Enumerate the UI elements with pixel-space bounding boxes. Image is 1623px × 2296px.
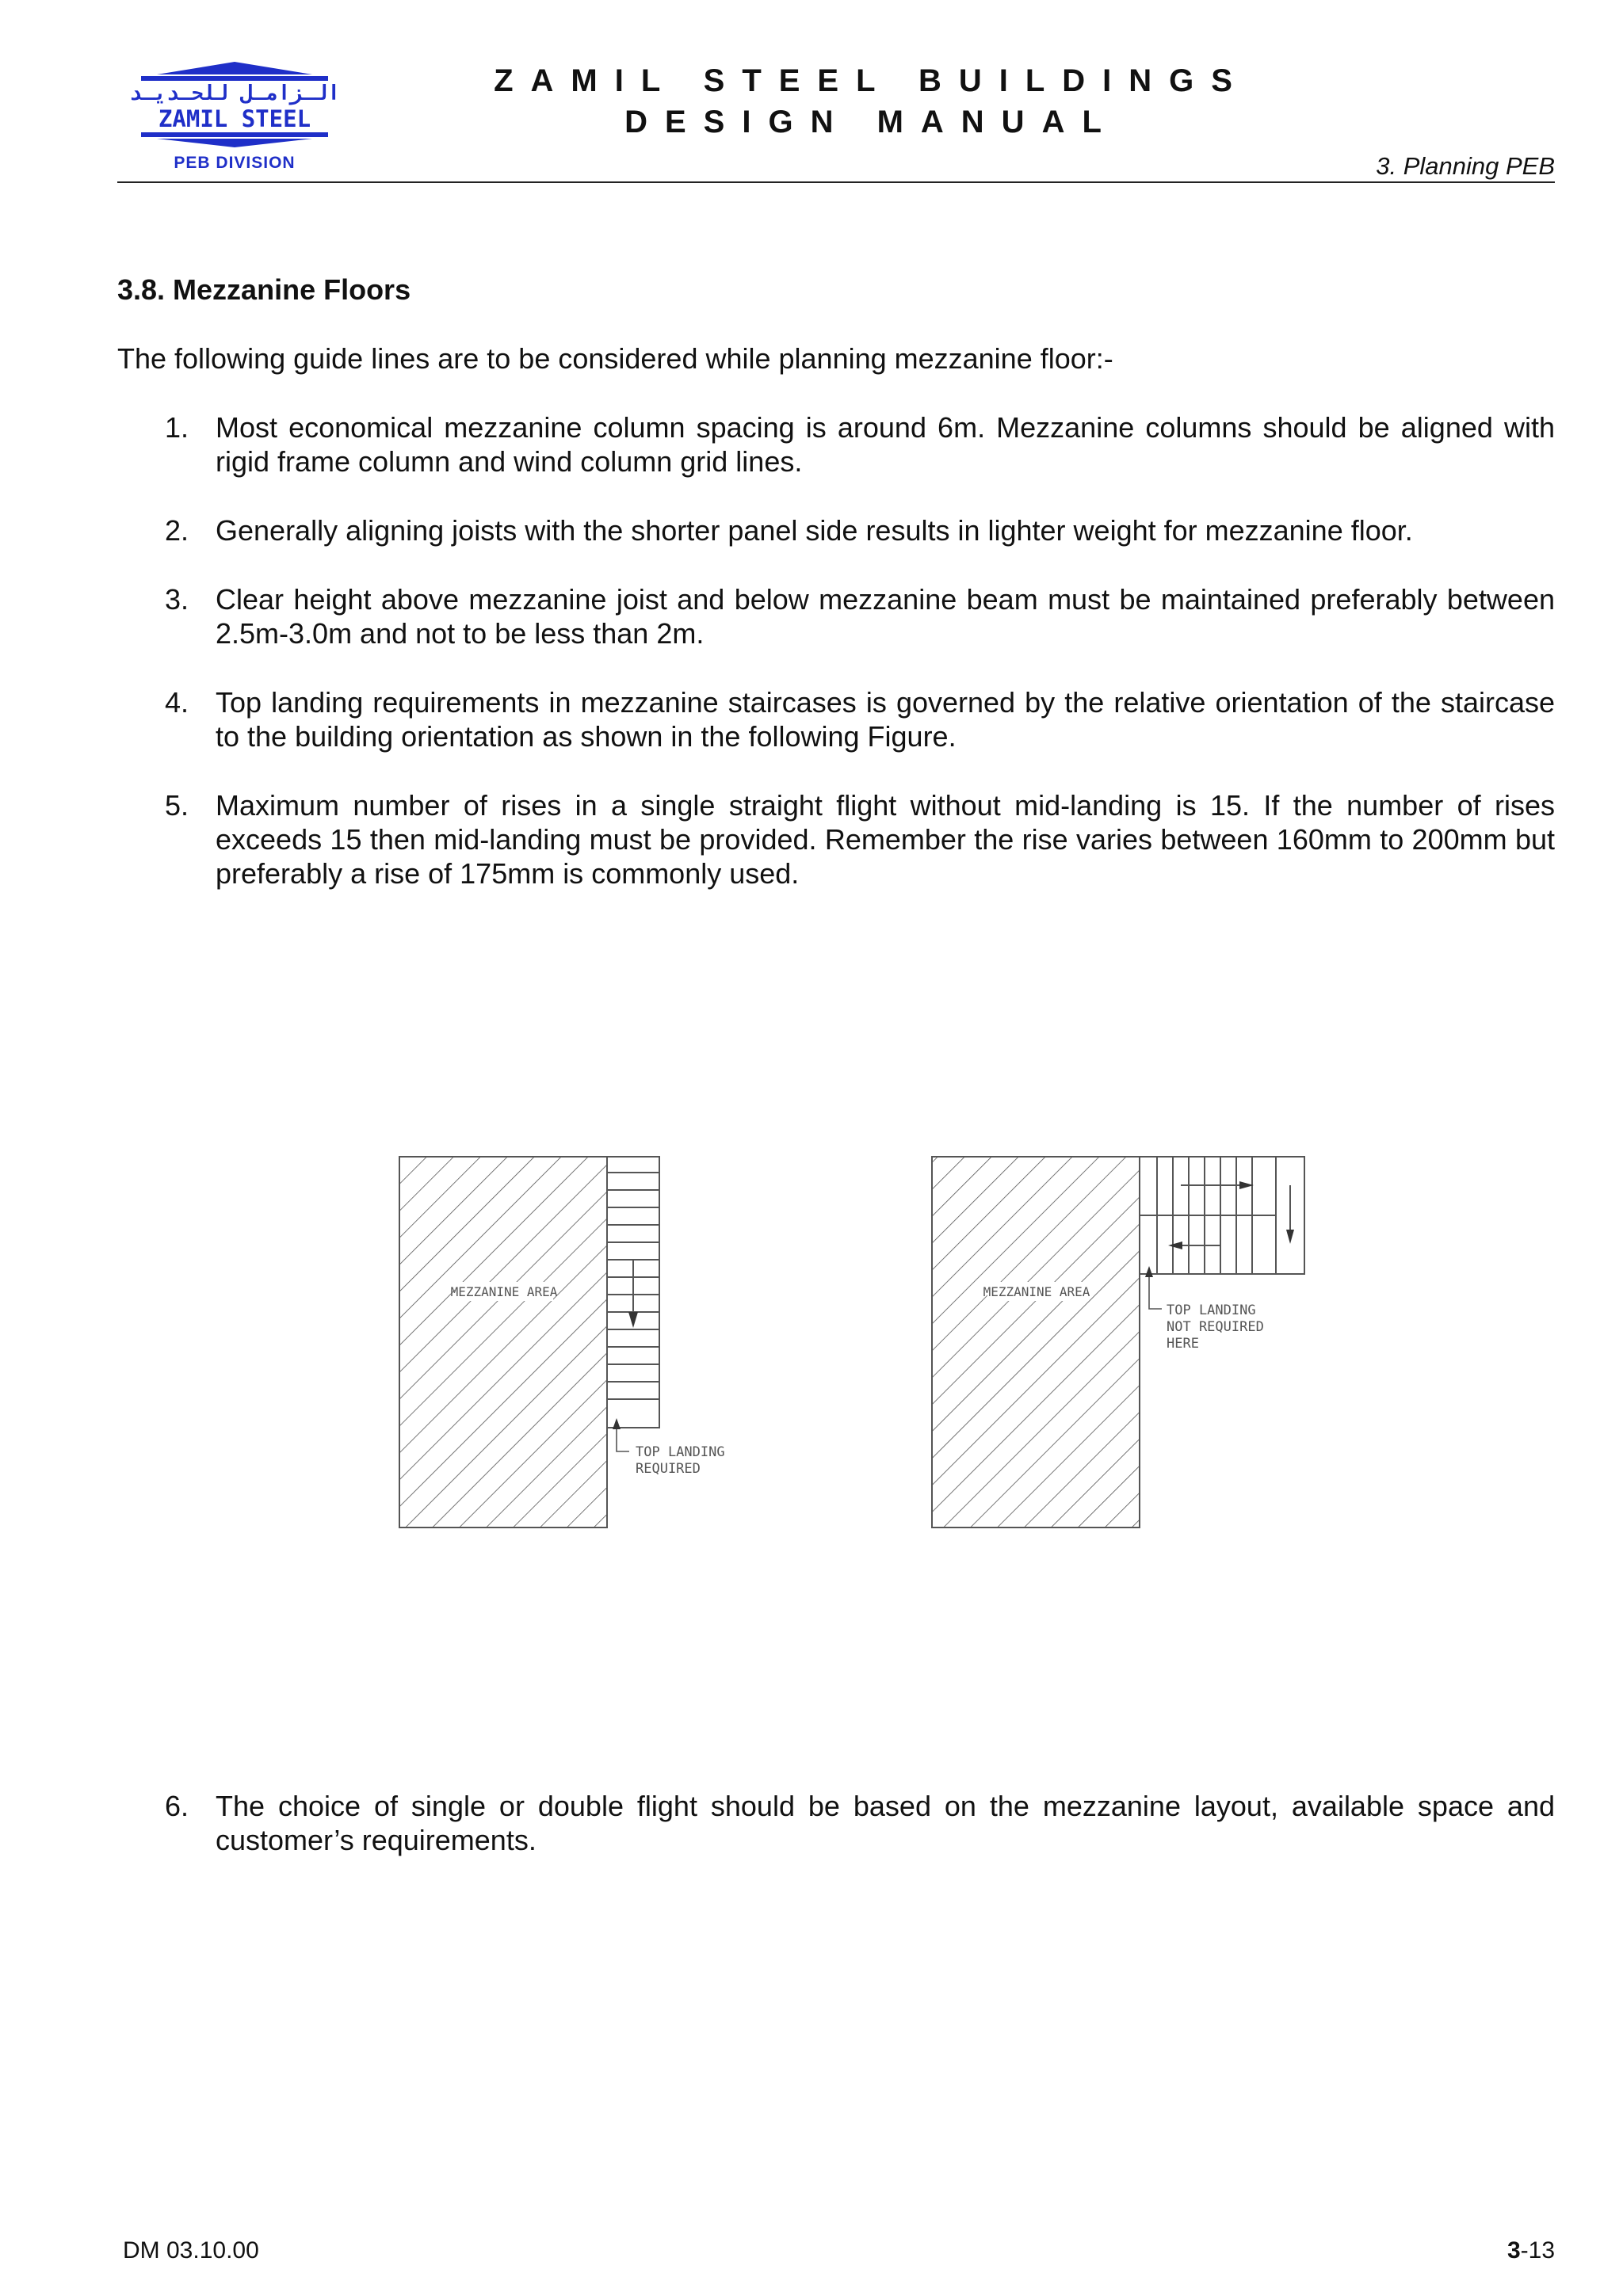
list-item [165,582,1555,650]
left-mezzanine-area-label: MEZZANINE AREA [450,1284,558,1299]
staircase-landing-figure [388,1141,1323,1537]
manual-title-line1: ZAMIL STEEL BUILDINGS [494,63,1250,98]
list-item-number: 5. [165,789,189,822]
right-stair-arrow-lower [1168,1241,1182,1249]
page-chapter: 3 [1507,2237,1521,2264]
intro-paragraph: The following guide lines are to be considered while planning mezzanine floor:- [117,342,1113,375]
list-item-text: The choice of single or double flight should be based on the mezzanine layout, available space and customer’s requirements. [216,1790,1555,1856]
list-item-number: 3. [165,583,189,616]
document-code: DM 03.10.00 [123,2237,259,2264]
left-landing-note-line1: TOP LANDING [636,1444,725,1460]
section-heading: 3.8. Mezzanine Floors [117,273,411,306]
list-item [165,1789,1555,1857]
list-item-text: Most economical mezzanine column spacing is around 6m. Mezzanine columns should be aligned with rigid frame column and wind column grid lines. [216,411,1555,478]
list-item-number: 4. [165,686,189,719]
list-item [165,410,1555,479]
logo-brand-text: ZAMIL STEEL [158,105,311,132]
list-item-text: Top landing requirements in mezzanine staircases is governed by the relative orientation of the staircase to the building orientation as shown in the following Figure. [216,686,1555,753]
right-leader-arrow [1145,1266,1153,1277]
list-item [165,788,1555,891]
list-item-number: 1. [165,411,189,444]
list-item-number: 6. [165,1790,189,1822]
page-number [1507,2237,1555,2264]
list-item-text: Clear height above mezzanine joist and below mezzanine beam must be maintained preferably between 2.5m-3.0m and not to be less than 2m. [216,583,1555,650]
right-landing-note-line1: TOP LANDING [1167,1302,1256,1318]
list-item-text: Maximum number of rises in a single straight flight without mid-landing is 15. If the number of rises exceeds 15 then mid-landing must be provided. Remember the rise varies between 160mm to 200mm but preferably a rise of 175mm is commonly used. [216,789,1555,890]
chapter-label: 3. Planning PEB [1376,152,1555,180]
right-stair-arrow-corner [1286,1230,1294,1244]
logo-division-label: PEB DIVISION [174,154,296,172]
right-mezzanine-area [932,1157,1140,1527]
list-item-text: Generally aligning joists with the shorter panel side results in lighter weight for mezzanine floor. [216,514,1413,547]
right-landing-note-line3: HERE [1167,1336,1199,1352]
left-stair-direction-arrow [628,1312,638,1328]
manual-title-line2: DESIGN MANUAL [624,105,1119,139]
header-divider [117,181,1555,183]
left-mezzanine-area [399,1157,607,1527]
left-diagram-top-landing-required [399,1157,725,1527]
list-item [165,685,1555,753]
right-diagram-top-landing-not-required [932,1157,1304,1527]
logo-arabic-text: الـزامـل للحـديـد [128,82,341,105]
left-leader-arrow [613,1418,621,1429]
list-item [165,513,1555,547]
list-item-number: 2. [165,514,189,547]
right-landing-note-line2: NOT REQUIRED [1167,1319,1264,1335]
left-staircase [607,1157,659,1428]
right-staircase [1140,1157,1304,1274]
left-landing-note-line2: REQUIRED [636,1461,701,1477]
right-mezzanine-area-label: MEZZANINE AREA [983,1284,1090,1299]
page-index: -13 [1520,2237,1555,2264]
